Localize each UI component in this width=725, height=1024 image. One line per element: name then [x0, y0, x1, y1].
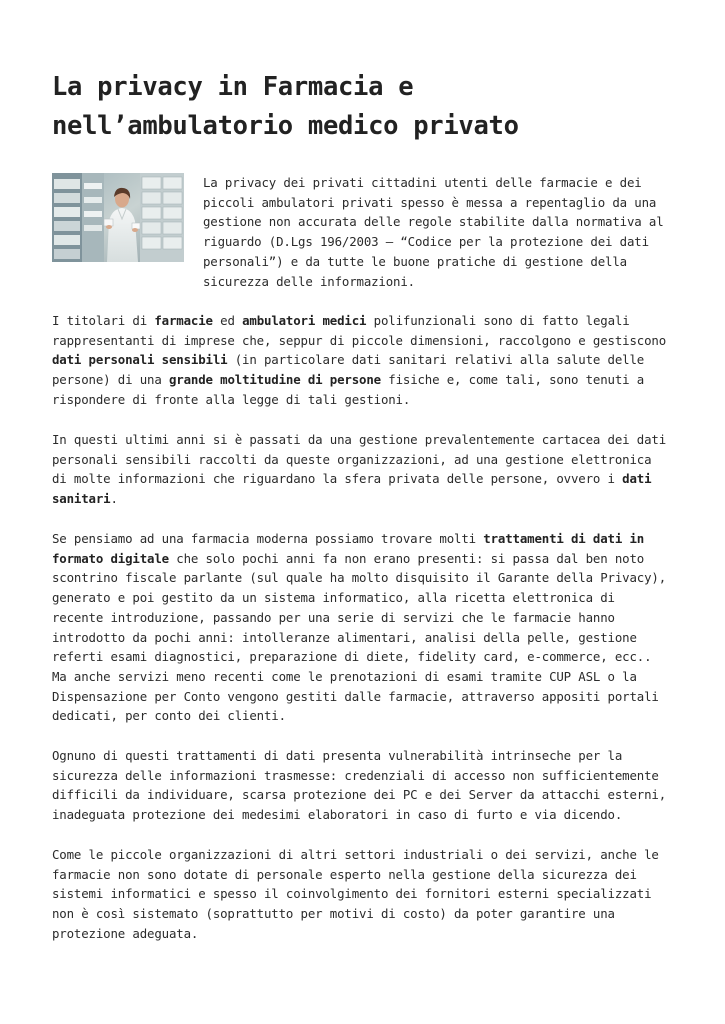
bold-ambulatori-medici: ambulatori medici	[242, 313, 367, 328]
title-line-1: La privacy in Farmacia e	[52, 72, 414, 102]
paragraph-gestione-elettronica: In questi ultimi anni si è passati da una gestione prevalentemente cartacea dei dati personali sensibili raccolti da queste organizzazioni, ad una gestione elettronica di molte informazioni che riguardano la sfera privata delle persone, ovvero i dati sanitari.	[52, 432, 667, 507]
paragraph-farmacia-moderna: Se pensiamo ad una farmacia moderna possiamo trovare molti trattamenti di dati in formato digitale che solo pochi anni fa non erano presenti: si passa dal ben noto scontrino fiscale parlante (sul quale ha molto disquisito il Garante della Privacy), generato e poi gestito da un sistema informatico, alla ricetta elettronica di recente introduzione, passando per una serie di servizi che le farmacie hanno introdotto da pochi anni: intolleranze alimentari, analisi della pelle, gestione referti esami diagnostici, preparazione di diete, fidelity card, e-commerce, ecc.. Ma anche servizi meno recenti come le prenotazioni di esami tramite CUP ASL o la Dispensazione per Conto vengono gestiti dalle farmacie, attraverso appositi portali dedicati, per conto dei clienti.	[52, 531, 667, 724]
paragraph-vulnerabilita: Ognuno di questi trattamenti di dati presenta vulnerabilità intrinseche per la sicurezza delle informazioni trasmesse: credenziali di accesso non sufficientemente difficili da individuare, scarsa protezione dei PC e dei Server da attacchi esterni, inadeguata protezione dei medesimi elaboratori in caso di furto e via dicendo.	[52, 748, 667, 823]
bold-grande-moltitudine: grande moltitudine di persone	[168, 372, 381, 388]
pharmacist-photo	[52, 173, 184, 262]
bold-dati-sanitari: dati sanitari	[52, 471, 652, 507]
bold-trattamenti-digitali: trattamenti di dati in formato digitale	[52, 531, 645, 566]
bold-farmacie: farmacie	[154, 313, 213, 328]
paragraph-piccole-organizzazioni: Come le piccole organizzazioni di altri settori industriali o dei servizi, anche le farmacie non sono dotate di personale esperto nella gestione della sicurezza dei sistemi informatici e spesso il coinvolgimento dei fornitori esterni specializzati non è così sistemato (soprattutto per motivi di costo) da poter garantire una protezione adeguata.	[52, 847, 659, 941]
bold-dati-personali-sensibili: dati personali sensibili	[52, 352, 228, 368]
paragraph-titolari: I titolari di farmacie ed ambulatori medici polifunzionali sono di fatto legali rappresentanti di imprese che, seppur di piccole dimensioni, raccolgono e gestiscono dati personali sensibili (in particolare dati sanitari relativi alla salute delle persone) di una grande moltitudine di persone fisiche e, come tali, sono tenuti a rispondere di fronte alla legge di tali gestioni.	[52, 313, 667, 407]
pharmacy-scene-image	[52, 173, 184, 262]
title-line-2: nell’ambulatorio medico privato	[52, 111, 519, 141]
intro-paragraph: La privacy dei privati cittadini utenti delle farmacie e dei piccoli ambulatori privati spesso è messa a repentaglio da una gestione non accurata delle regole stabilite dalla normativa al riguardo (D.Lgs 196/2003 – “Codice per la protezione dei dati personali”) e da tutte le buone pratiche di gestione della sicurezza delle informazioni.	[203, 175, 664, 289]
article-title	[52, 68, 672, 146]
